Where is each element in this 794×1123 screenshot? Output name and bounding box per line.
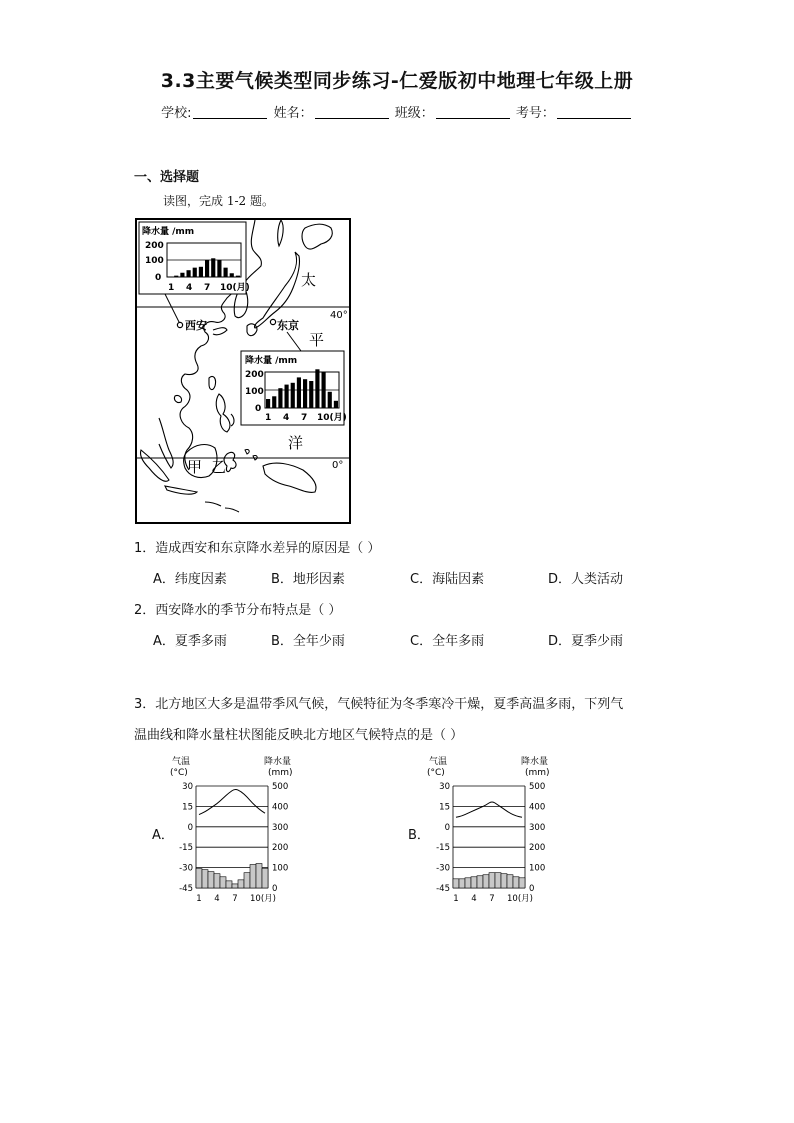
chart-a-precip-bar-3 (208, 872, 214, 888)
q2-option-b[interactable]: B．全年少雨 (271, 634, 345, 649)
chart1-bars-bar-2 (174, 276, 178, 277)
q1-option-d[interactable]: D．人类活动 (548, 572, 624, 587)
class-label: 班级： (394, 106, 434, 121)
chart2-bars-bar-6 (297, 377, 301, 408)
chart-a-precip-tick: 0 (272, 884, 278, 894)
q1-option-a[interactable]: A．纬度因素 (153, 572, 227, 587)
chart-b-month-tick: 1 (453, 894, 459, 904)
chart-a-plot (196, 786, 268, 888)
question-3-stem-line1: 3．北方地区大多是温带季风气候，气候特征为冬季寒冷干燥，夏季高温多雨，下列气 (134, 697, 624, 712)
q1-option-c[interactable]: C．海陆因素 (410, 572, 485, 587)
chart-b-temp-title: 气温 (429, 757, 448, 767)
q2-option-a[interactable]: A．夏季多雨 (153, 634, 227, 649)
chart-a-temp-tick: -15 (179, 843, 193, 854)
chart2-xtick-7: 7 (301, 413, 308, 423)
chart-b-temp-tick: -15 (436, 843, 450, 854)
chart-a-temp-tick: -30 (179, 863, 193, 874)
chart-a-temp-tick: -45 (179, 884, 193, 894)
lat-40-label: 40° (330, 310, 348, 321)
chart-a-precip-tick: 100 (272, 863, 289, 874)
chart-b-temp-tick: 15 (439, 802, 450, 813)
chart-a-temp-tick: 15 (182, 802, 193, 813)
question-2-stem: 2．西安降水的季节分布特点是（ ） (134, 603, 342, 618)
chart2-xtick-1: 1 (265, 413, 272, 423)
chart1-bars-bar-7 (205, 260, 209, 277)
xian-point (177, 322, 182, 327)
chart-a-precip-tick: 400 (272, 802, 289, 813)
chart-b-precip-tick: 400 (529, 802, 546, 813)
chart-b-precip-title: 降水量 (521, 757, 549, 767)
chart1-bars-bar-3 (180, 273, 184, 277)
chart-a-precip-bar-8 (238, 880, 244, 888)
chart2-bars-bar-3 (278, 388, 282, 408)
chart2-bars-bar-8 (309, 381, 313, 408)
chart-a-temp-tick: 0 (187, 822, 193, 833)
chart1-bars-bar-1 (168, 276, 172, 277)
chart1-bars-bar-4 (187, 270, 191, 277)
chart-a-temp-curve (199, 790, 265, 815)
chart2-bars-bar-4 (285, 385, 289, 408)
chart-a-month-tick: 7 (232, 894, 238, 904)
chart-a-precip-bar-10 (250, 865, 256, 888)
question-1-stem: 1．造成西安和东京降水差异的原因是（ ） (134, 541, 381, 556)
chart2-bars-bar-10 (322, 372, 326, 408)
q3-option-a-label[interactable]: A． (152, 828, 174, 843)
chart-b-temp-tick: -45 (436, 884, 450, 894)
chart1-xtick-10: 10(月) (220, 283, 250, 293)
chart-b-precip-tick: 200 (529, 843, 546, 854)
class-blank[interactable] (436, 106, 510, 119)
chart2-ytick-0: 0 (255, 404, 262, 414)
chart-b-temp-axis (436, 782, 450, 894)
chart-a-precip-bar-9 (244, 873, 250, 888)
chart1-ylabel: 降水量 /mm (142, 227, 195, 237)
chart-a-precip-bar-1 (196, 869, 202, 888)
ocean-char-tai: 太 (301, 271, 317, 289)
student-info-line (0, 102, 794, 121)
chart1-bars-bar-9 (217, 260, 221, 277)
chart-b-month-axis (453, 894, 533, 904)
chart-b-month-tick: 4 (471, 894, 477, 904)
chart-a-precip-bar-6 (226, 881, 232, 888)
chart-b-precip-bar-4 (471, 877, 477, 888)
chart-b-precip-bar-7 (489, 873, 495, 888)
section-intro: 读图，完成 1-2 题。 (163, 194, 274, 208)
ocean-char-yang: 洋 (288, 434, 304, 452)
chart1-bars-bar-12 (236, 276, 240, 277)
climate-chart-b (425, 754, 550, 904)
q2-option-d[interactable]: D．夏季少雨 (548, 634, 624, 649)
chart-b-precip-tick: 300 (529, 822, 546, 833)
chart2-ylabel: 降水量 /mm (245, 356, 298, 366)
chart2-xtick-4: 4 (283, 413, 290, 423)
chart-a-precip-bar-4 (214, 874, 220, 888)
chart2-bars-bar-9 (315, 369, 319, 408)
chart-a-precip-tick: 300 (272, 822, 289, 833)
number-blank[interactable] (557, 106, 631, 119)
chart2-bars-bar-5 (291, 383, 295, 408)
chart-a-temp-title: 气温 (172, 757, 191, 767)
school-blank[interactable] (193, 106, 267, 119)
chart-b-temp-unit: (°C) (427, 768, 445, 778)
chart2-ytick-100: 100 (245, 387, 264, 397)
chart-a-month-tick: 10(月) (250, 894, 276, 904)
chart-a-month-axis (196, 894, 276, 904)
chart-a-precip-bar-7 (232, 884, 238, 888)
chart-b-precip-bar-2 (459, 879, 465, 888)
tokyo-point (270, 319, 275, 324)
chart-b-plot (453, 786, 525, 888)
chart-a-month-tick: 4 (214, 894, 220, 904)
chart-b-precip-axis (529, 782, 545, 894)
school-label: 学校: (161, 106, 192, 121)
chart-b-month-tick: 7 (489, 894, 495, 904)
chart-b-precip-bar-11 (513, 877, 519, 888)
chart1-xtick-1: 1 (168, 283, 175, 293)
section-heading: 一、选择题 (134, 170, 200, 185)
chart1-bars-bar-11 (230, 273, 234, 277)
chart-b-precip-bar-10 (507, 875, 513, 888)
chart2-xtick-10: 10(月) (317, 413, 347, 423)
chart-a-precip-axis (272, 782, 288, 894)
chart-a-precip-bar-12 (262, 869, 268, 888)
chart1-ytick-0: 0 (155, 273, 162, 283)
chart-b-precip-bar-5 (477, 876, 483, 888)
chart-a-month-tick: 1 (196, 894, 202, 904)
chart1-bars-bar-10 (224, 268, 228, 277)
chart-a-precip-tick: 200 (272, 843, 289, 854)
chart-a-temp-unit: (°C) (170, 768, 188, 778)
chart2-bars-bar-1 (266, 399, 270, 408)
tokyo-label: 东京 (277, 319, 299, 332)
question-3-stem-line2: 温曲线和降水量柱状图能反映北方地区气候特点的是（ ） (134, 728, 464, 743)
chart-b-temp-tick: 0 (444, 822, 450, 833)
chart2-bars-bar-2 (272, 396, 276, 408)
region-yi-label: 乙 (211, 458, 227, 476)
chart2-bars-bar-7 (303, 379, 307, 408)
chart-b-precip-bar-9 (501, 874, 507, 888)
chart-b-month-tick: 10(月) (507, 894, 533, 904)
chart-b-precip-bar-1 (453, 879, 459, 888)
chart-a-precip-unit: (mm) (268, 768, 293, 778)
chart-a-temp-tick: 30 (182, 782, 193, 792)
chart2-bars-bar-11 (328, 392, 332, 408)
chart-b-temp-curve (456, 802, 522, 817)
chart1-ytick-100: 100 (145, 256, 164, 266)
chart-b-precip-tick: 0 (529, 884, 535, 894)
chart-a-precip-title: 降水量 (264, 757, 292, 767)
chart-b-precip-tick: 100 (529, 863, 546, 874)
chart-a-precip-tick: 500 (272, 782, 289, 792)
q2-option-c[interactable]: C．全年多雨 (410, 634, 485, 649)
chart2-ytick-200: 200 (245, 370, 264, 380)
page-title: 3.3主要气候类型同步练习-仁爱版初中地理七年级上册 (160, 70, 634, 92)
chart-b-temp-tick: -30 (436, 863, 450, 874)
region-jia-label: 甲 (187, 458, 203, 476)
chart1-bars-bar-5 (193, 268, 197, 277)
chart-b-precip-bar-3 (465, 878, 471, 888)
q1-option-b[interactable]: B．地形因素 (271, 572, 345, 587)
chart-b-precip-bar-8 (495, 873, 501, 888)
chart-a-precip-bar-5 (220, 877, 226, 888)
chart-a-precip-bar-2 (202, 870, 208, 888)
chart-b-precip-bar-12 (519, 878, 525, 888)
chart2-bars-bar-12 (334, 401, 338, 408)
ocean-char-ping: 平 (309, 331, 325, 349)
q3-option-b-label[interactable]: B． (408, 828, 430, 843)
climate-chart-a (168, 754, 293, 904)
chart-b-precip-bar-6 (483, 875, 489, 888)
chart1-xtick-7: 7 (204, 283, 211, 293)
chart-b-precip-unit: (mm) (525, 768, 550, 778)
chart1-bars-bar-6 (199, 267, 203, 277)
chart-a-temp-axis (179, 782, 193, 894)
chart1-ytick-200: 200 (145, 241, 164, 251)
chart-a-precip-bar-11 (256, 864, 262, 888)
chart1-bars-bar-8 (211, 258, 215, 277)
xian-label: 西安 (185, 319, 207, 332)
east-asia-map (135, 218, 352, 524)
chart-b-precip-tick: 500 (529, 782, 546, 792)
name-label: 姓名： (273, 106, 313, 121)
lat-0-label: 0° (332, 460, 344, 471)
chart-b-temp-tick: 30 (439, 782, 450, 792)
number-label: 考号： (515, 106, 555, 121)
chart1-xtick-4: 4 (186, 283, 193, 293)
name-blank[interactable] (315, 106, 389, 119)
